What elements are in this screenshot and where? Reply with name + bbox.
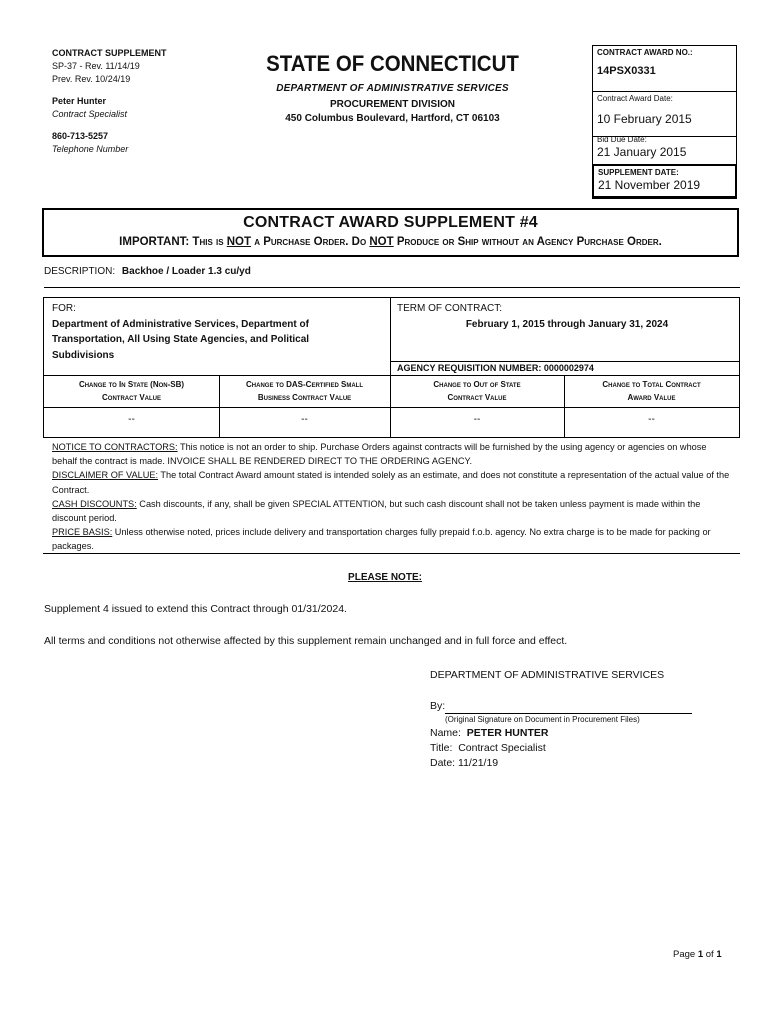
contact-phone-label: Telephone Number <box>52 144 129 154</box>
price-basis-text: Unless otherwise noted, prices include delivery and transportation charges fully prepaid f.o.b. agency. No extra charge is to be made for packing or packages. <box>52 527 711 552</box>
price-basis <box>52 525 734 553</box>
state-title: STATE OF CONNECTICUT <box>266 51 519 76</box>
agency-address: 450 Columbus Boulevard, Hartford, CT 06103 <box>285 113 500 124</box>
form-revision: SP-37 - Rev. 11/14/19 <box>52 61 140 71</box>
signature-block <box>430 668 692 771</box>
award-number: 14PSX0331 <box>597 65 656 77</box>
col-header-total-line1: Change to Total Contract <box>602 380 701 389</box>
disclaimer-label: DISCLAIMER OF VALUE: <box>52 470 159 481</box>
term-value: February 1, 2015 through January 31, 2024 <box>465 318 669 330</box>
by-label: By: <box>430 700 446 712</box>
description-value: Backhoe / Loader 1.3 cu/yd <box>121 266 251 277</box>
important-text-2: a Purchase Order. Do <box>254 236 367 248</box>
bid-due-date: 21 January 2015 <box>597 145 687 159</box>
col-header-in-state-line2: Contract Value <box>102 393 161 402</box>
name-label: Name: <box>430 727 461 739</box>
signer-name: PETER HUNTER <box>466 727 549 739</box>
disclaimer-of-value <box>52 468 734 496</box>
not-emphasis-2: NOT <box>369 236 394 248</box>
signature-line <box>445 702 692 714</box>
table-divider <box>44 375 739 376</box>
cash-discounts <box>52 497 734 525</box>
supplement-paragraph-1: Supplement 4 issued to extend this Contract through 01/31/2024. <box>44 603 347 615</box>
table-divider <box>44 407 739 408</box>
award-number-cell <box>593 46 736 92</box>
contact-title: Contract Specialist <box>52 109 128 119</box>
bid-due-label: Bid Due Date: <box>597 135 647 144</box>
signer-title: Contract Specialist <box>458 742 546 754</box>
signer-title-row <box>430 741 692 756</box>
price-basis-label: PRICE BASIS: <box>52 527 113 538</box>
term-label: TERM OF CONTRACT: <box>397 303 502 314</box>
form-title: CONTRACT SUPPLEMENT <box>52 48 167 58</box>
term-cell <box>397 301 737 332</box>
col-header-das-line1: Change to DAS-Certified Small <box>246 380 363 389</box>
supplement-paragraph-2: All terms and conditions not otherwise affected by this supplement remain unchanged and in full force and effect. <box>44 635 568 647</box>
table-divider <box>390 361 740 362</box>
notices-divider <box>43 553 740 554</box>
description-row <box>44 266 251 277</box>
date-label: Date: <box>430 757 456 769</box>
award-date-label: Contract Award Date: <box>597 94 673 103</box>
signed-date: 11/21/19 <box>458 757 499 769</box>
signed-date-row <box>430 756 692 771</box>
page-label: Page <box>673 949 696 960</box>
page-of-label: of <box>705 949 714 960</box>
page-number <box>673 949 722 960</box>
col-header-total-line2: Award Value <box>627 393 676 402</box>
award-number-label: CONTRACT AWARD NO.: <box>597 48 693 57</box>
notice-to-contractors <box>52 440 734 468</box>
title-label: Title: <box>430 742 453 754</box>
form-header-left <box>52 47 232 156</box>
supplement-date-cell <box>592 164 737 199</box>
award-info-box <box>592 45 737 197</box>
for-cell <box>52 301 372 363</box>
contract-table <box>43 297 740 438</box>
col-header-total-award <box>564 378 739 404</box>
col-header-das-small-business <box>219 378 390 404</box>
contact-phone: 860-713-5257 <box>52 131 109 141</box>
important-notice <box>44 236 737 248</box>
cash-discounts-text: Cash discounts, if any, shall be given SPECIAL ATTENTION, but such cash discount shall not be taken unless payment is made within the discount period. <box>52 498 701 524</box>
value-total-award: -- <box>648 414 655 425</box>
table-divider <box>390 298 391 375</box>
supplement-banner <box>42 208 739 257</box>
form-prev-revision: Prev. Rev. 10/24/19 <box>52 74 131 84</box>
division-name: PROCUREMENT DIVISION <box>329 99 455 110</box>
col-header-in-state <box>44 378 219 404</box>
not-emphasis-1: NOT <box>226 236 252 248</box>
award-date-cell <box>593 92 736 137</box>
page-current: 1 <box>697 949 704 960</box>
for-label: FOR: <box>52 303 76 314</box>
notice-text: This notice is not an order to ship. Purchase Orders against contracts will be furnished by the using agency or agencies on whose behalf the contract is made. INVOICE SHALL BE RENDERED DIRECT TO THE ORDERING AGENCY. <box>52 442 707 467</box>
disclaimer-text: The total Contract Award amount stated is intended solely as an estimate, and does not constitute a representation of the actual value of the Contract. <box>52 470 730 495</box>
contractor-notices <box>52 440 734 554</box>
signer-name-row <box>430 726 692 741</box>
agency-header <box>240 50 545 124</box>
col-header-out-of-state-line2: Contract Value <box>447 393 507 402</box>
department-name: DEPARTMENT OF ADMINISTRATIVE SERVICES <box>276 83 509 94</box>
supplement-title: CONTRACT AWARD SUPPLEMENT #4 <box>243 214 538 231</box>
notice-label: NOTICE TO CONTRACTORS: <box>52 442 178 452</box>
col-header-out-of-state-line1: Change to Out of State <box>433 380 521 389</box>
agency-requisition-number: AGENCY REQUISITION NUMBER: 0000002974 <box>397 363 594 373</box>
for-value: Department of Administrative Services, Department of Transportation, All Using State Agencies, and Political Subdivisions <box>52 318 310 361</box>
value-das-small-business: -- <box>301 414 308 425</box>
cash-discounts-label: CASH DISCOUNTS: <box>52 498 137 509</box>
signature-department: DEPARTMENT OF ADMINISTRATIVE SERVICES <box>430 669 665 681</box>
description-label: DESCRIPTION: <box>44 266 116 277</box>
signature-by-line <box>430 699 692 714</box>
important-text-1: IMPORTANT: This is <box>119 236 224 248</box>
please-note-heading: PLEASE NOTE: <box>348 572 422 583</box>
supplement-date-label: SUPPLEMENT DATE: <box>598 168 679 177</box>
value-in-state: -- <box>128 414 135 425</box>
supplement-date: 21 November 2019 <box>598 178 701 192</box>
award-date: 10 February 2015 <box>597 112 692 126</box>
contact-name: Peter Hunter <box>52 96 107 106</box>
col-header-out-of-state <box>390 378 564 404</box>
description-divider <box>44 287 740 288</box>
signature-note: (Original Signature on Document in Procurement Files) <box>445 715 640 724</box>
page-total: 1 <box>716 949 722 960</box>
col-header-das-line2: Business Contract Value <box>257 393 352 402</box>
value-out-of-state: -- <box>473 414 481 425</box>
bid-due-cell <box>593 137 736 167</box>
important-text-3: Produce or Ship without an Agency Purchase Order. <box>396 236 662 248</box>
col-header-in-state-line1: Change to In State (Non-SB) <box>78 380 185 389</box>
